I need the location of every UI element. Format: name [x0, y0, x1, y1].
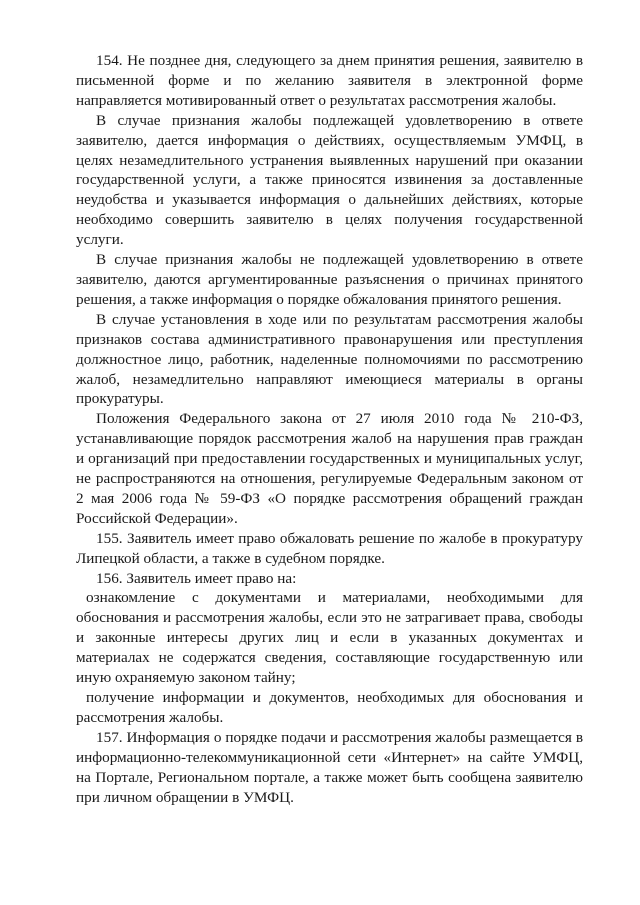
paragraph-154-response: 154. Не позднее дня, следующего за днем принятия решения, заявителю в письменной форме и по желанию заявителя в электронной форме направляется мотивированный ответ о результатах рассмотрения жалобы.: [76, 52, 583, 109]
paragraph-complaint-rejected: В случае признания жалобы не подлежащей удовлетворению в ответе заявителю, даются аргументированные разъяснения о причинах принятого решения, а также информация о порядке обжалования принятого решения.: [76, 251, 583, 308]
document-body: [76, 51, 583, 807]
paragraph-156-applicant-rights: 156. Заявитель имеет право на:: [96, 569, 297, 587]
list-item-document-access: ознакомление с документами и материалами, необходимыми для обоснования и рассмотрения жалобы, если это не затрагивает права, свободы и законные интересы других лиц и если в указанных документах и материалах не содержатся сведения, составляющие государственную или иную охраняемую законом тайну;: [76, 589, 583, 687]
paragraph-federal-law-provisions: Положения Федерального закона от 27 июля 2010 года № 210-ФЗ, устанавливающие порядок рассмотрения жалоб на нарушения прав граждан и организаций при предоставлении государственных и муниципальных услуг, не распространяются на отношения, регулируемые Федеральным законом от 2 мая 2006 года № 59-ФЗ «О порядке рассмотрения обращений граждан Российской Федерации».: [76, 410, 583, 527]
list-item-information-receipt: получение информации и документов, необходимых для обоснования и рассмотрения жалобы.: [76, 689, 583, 726]
paragraph-155-appeal-right: 155. Заявитель имеет право обжаловать решение по жалобе в прокуратуру Липецкой области, а также в судебном порядке.: [76, 529, 583, 567]
paragraph-violation-detected: В случае установления в ходе или по результатам рассмотрения жалобы признаков состава административного правонарушения или преступления должностное лицо, работник, наделенные полномочиями по рассмотрению жалоб, незамедлительно направляют имеющиеся материалы в органы прокуратуры.: [76, 310, 583, 408]
paragraph-157-information-placement: 157. Информация о порядке подачи и рассмотрения жалобы размещается в информационно-телекоммуникационной сети «Интернет» на сайте УМФЦ, на Портале, Региональном портале, а также может быть сообщена заявителю при личном обращении в УМФЦ.: [76, 728, 583, 806]
paragraph-complaint-satisfied: В случае признания жалобы подлежащей удовлетворению в ответе заявителю, дается информация о действиях, осуществляемым УМФЦ, в целях незамедлительного устранения выявленных нарушений при оказании государственной услуги, а также приносятся извинения за доставленные неудобства и указывается информация о дальнейших действиях, которые необходимо совершить заявителю в целях получения государственной услуги.: [76, 111, 583, 249]
